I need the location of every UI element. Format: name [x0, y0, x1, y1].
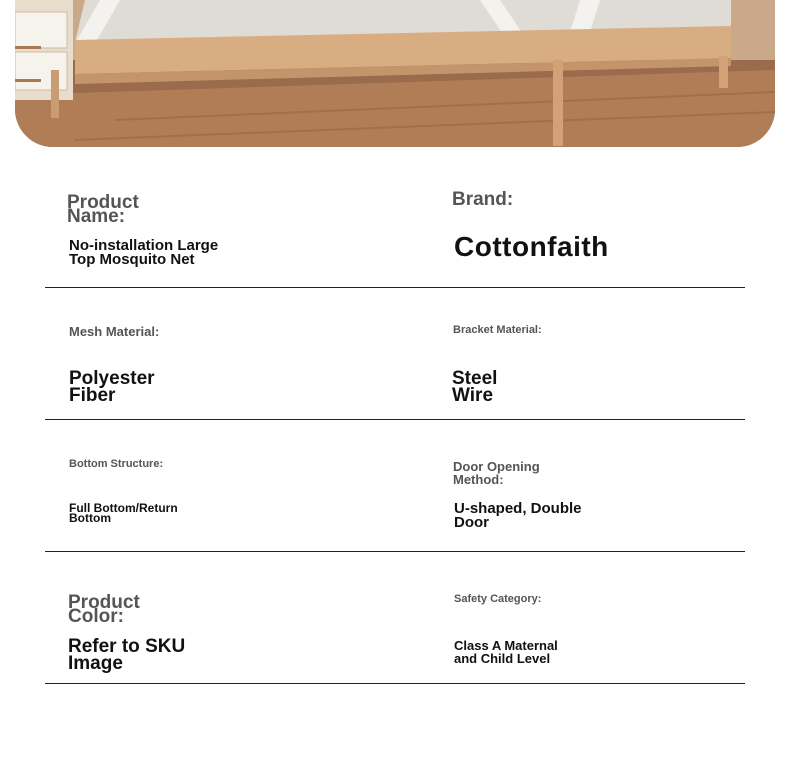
product-color-value: Refer to SKU Image — [68, 636, 186, 674]
bottom-structure-label: Bottom Structure: — [69, 458, 164, 470]
spec-row — [45, 552, 745, 684]
bracket-material-label: Bracket Material: — [453, 324, 542, 336]
safety-category-value: Class A Maternal and Child Level — [454, 638, 558, 666]
brand-label: Brand: — [452, 189, 514, 210]
door-opening-value: U-shaped, Double Door — [454, 500, 582, 531]
spec-row — [45, 160, 745, 288]
hero-product-photo — [15, 0, 775, 147]
product-name-value: No-installation Large Top Mosquito Net — [69, 237, 219, 268]
spec-row — [45, 288, 745, 420]
product-name-label: Product Name: — [67, 192, 139, 227]
spec-row — [45, 420, 745, 552]
mesh-material-value: Polyester Fiber — [69, 368, 155, 406]
bottom-structure-value: Full Bottom/Return Bottom — [69, 501, 178, 525]
spec-table — [45, 160, 745, 684]
mesh-material-label: Mesh Material: — [69, 324, 160, 339]
bracket-material-value: Steel Wire — [452, 368, 498, 406]
door-opening-label: Door Opening Method: — [453, 459, 540, 487]
product-color-label: Product Color: — [68, 592, 140, 627]
safety-category-label: Safety Category: — [454, 593, 542, 605]
brand-value: Cottonfaith — [454, 231, 609, 262]
bed-illustration — [15, 0, 775, 147]
